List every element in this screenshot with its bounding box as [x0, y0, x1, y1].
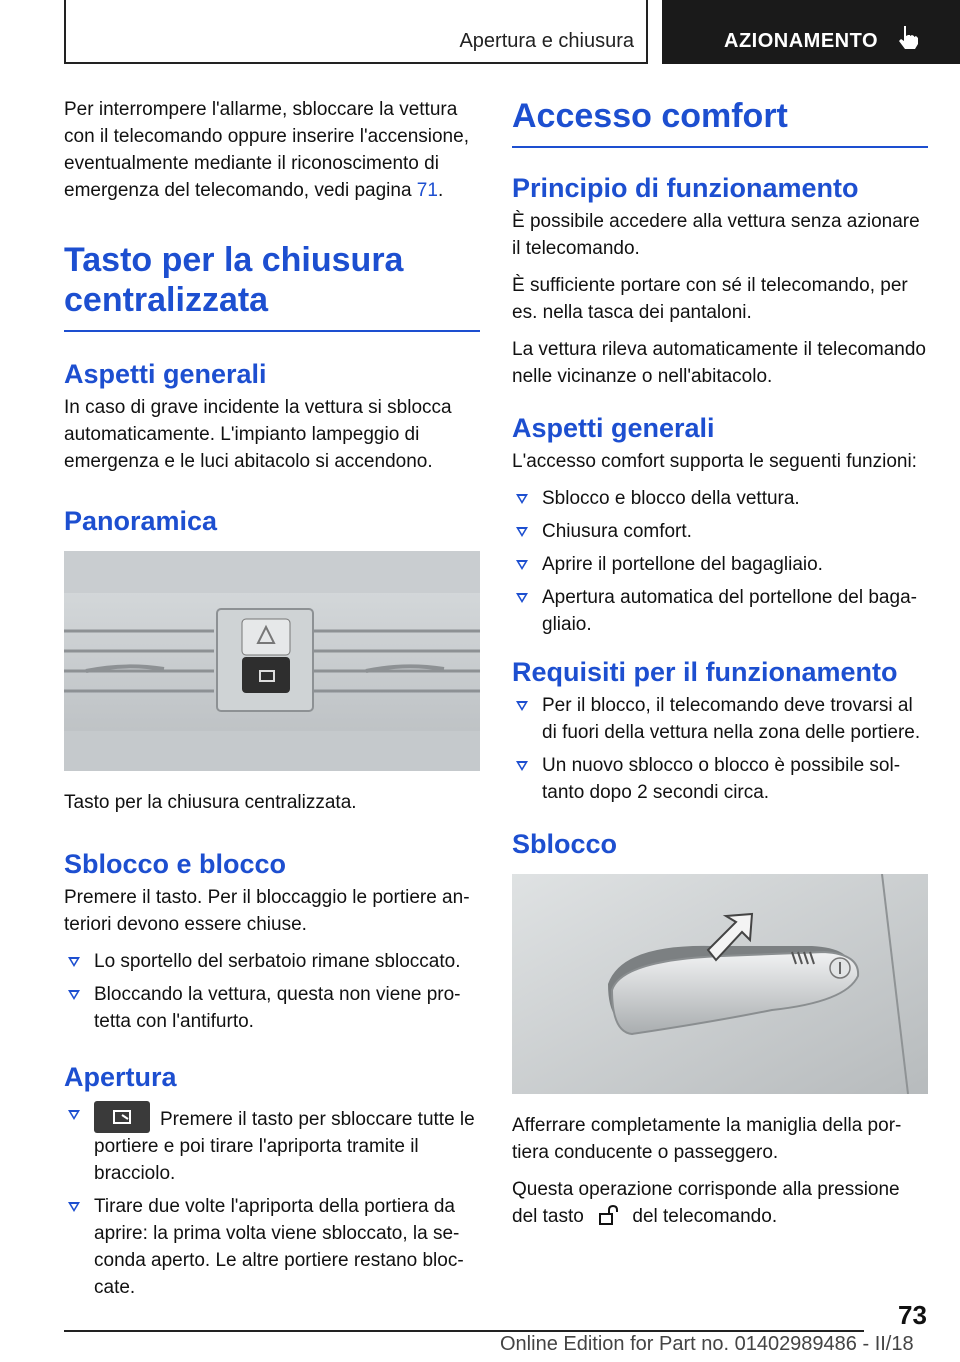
central-lock-button-image	[64, 551, 480, 771]
central-lock-heading-line1: Tasto per la chiusura	[64, 241, 404, 279]
list-item	[64, 948, 480, 975]
footer-divider	[64, 1330, 864, 1332]
right-column	[512, 96, 928, 1240]
central-lock-heading	[64, 240, 480, 332]
principle-p1: È possibile accedere alla vettura senza azionare il telecomando.	[512, 211, 920, 259]
unlock-p2	[512, 1176, 928, 1230]
unlock-p1: Afferrare completamente la maniglia della por-tiera conducente o passeggero.	[512, 1115, 902, 1163]
list-item-text: Apertura automatica del portellone del baga-gliaio.	[542, 587, 917, 635]
list-item	[512, 584, 928, 638]
header-section-box	[64, 0, 648, 64]
list-item-text: Lo sportello del serbatoio rimane sbloccato.	[94, 951, 461, 972]
intro-text: Per interrompere l'allarme, sbloccare la vettura con il telecomando oppure inserire l'accensione, eventualmente mediante il riconoscimento di emergenza del telecomando, vedi pagina	[64, 99, 469, 201]
central-lock-heading-line2: centralizzata	[64, 281, 269, 319]
intro-paragraph	[64, 96, 480, 204]
functions-list	[512, 485, 928, 638]
unlock-p2-text-a: Questa operazione corrisponde alla pressione del tasto	[512, 1179, 900, 1227]
list-item-text: Tirare due volte l'apriporta della portiera da aprire: la prima volta viene sbloccato, la se-conda aperto. Le altre portiere restano bloc-cate.	[94, 1196, 464, 1298]
list-item	[64, 981, 480, 1035]
header-chapter-title: AZIONAMENTO	[724, 30, 879, 52]
lock-unlock-text: Premere il tasto. Per il bloccaggio le portiere an-teriori devono essere chiuse.	[64, 887, 470, 935]
triangle-bullet-icon	[68, 1110, 80, 1120]
list-item-text: Un nuovo sblocco o blocco è possibile sol-tanto dopo 2 secondi circa.	[542, 755, 901, 803]
list-item-text: Bloccando la vettura, questa non viene pro-tetta con l'antifurto.	[94, 984, 461, 1032]
principle-p2: È sufficiente portare con sé il telecomando, per es. nella tasca dei pantaloni.	[512, 275, 908, 323]
list-item	[512, 518, 928, 545]
triangle-bullet-icon	[68, 957, 80, 967]
left-column	[64, 96, 480, 1307]
opening-heading: Apertura	[64, 1062, 177, 1092]
list-item-text: Sblocco e blocco della vettura.	[542, 488, 800, 509]
triangle-bullet-icon	[516, 701, 528, 711]
door-handle-image	[512, 874, 928, 1094]
general-heading-right: Aspetti generali	[512, 413, 715, 443]
header-chapter-box	[662, 0, 960, 64]
list-item-text: Premere il tasto per sbloccare tutte le portiere e poi tirare l'apriporta tramite il bracciolo.	[94, 1109, 475, 1184]
triangle-bullet-icon	[68, 990, 80, 1000]
list-item	[512, 692, 928, 746]
list-item-text: Chiusura comfort.	[542, 521, 692, 542]
unlock-key-icon	[597, 1204, 619, 1226]
list-item	[512, 485, 928, 512]
hand-pointer-icon	[896, 24, 920, 50]
comfort-access-heading: Accesso comfort	[512, 96, 928, 148]
figure-caption: Tasto per la chiusura centralizzata.	[64, 792, 357, 813]
general-heading: Aspetti generali	[64, 359, 267, 389]
unlock-p2-text-b: del telecomando.	[632, 1206, 778, 1227]
triangle-bullet-icon	[516, 761, 528, 771]
page-link[interactable]: 71	[416, 180, 438, 201]
triangle-bullet-icon	[516, 527, 528, 537]
principle-p3: La vettura rileva automaticamente il telecomando nelle vicinanze o nell'abitacolo.	[512, 339, 927, 387]
list-item	[512, 551, 928, 578]
lock-unlock-list	[64, 948, 480, 1035]
footer-edition: Online Edition for Part no. 01402989486 - II/18	[500, 1333, 914, 1355]
triangle-bullet-icon	[516, 560, 528, 570]
list-item-text: Aprire il portellone del bagagliaio.	[542, 554, 823, 575]
requirements-list	[512, 692, 928, 806]
general-text: In caso di grave incidente la vettura si sblocca automaticamente. L'impianto lampeggio di emergenza e le luci abitacolo si accendono.	[64, 397, 452, 472]
intro-end: .	[437, 180, 444, 201]
requirements-heading: Requisiti per il funzionamento	[512, 657, 898, 687]
list-item-text: Per il blocco, il telecomando deve trovarsi al di fuori della vettura nella zona delle portiere.	[542, 695, 921, 743]
lock-unlock-heading: Sblocco e blocco	[64, 849, 287, 879]
triangle-bullet-icon	[516, 593, 528, 603]
header-section-title: Apertura e chiusura	[459, 30, 634, 52]
unlock-heading: Sblocco	[512, 829, 618, 859]
central-lock-button-icon	[94, 1101, 150, 1133]
list-item	[64, 1193, 480, 1301]
general-text-right: L'accesso comfort supporta le seguenti funzioni:	[512, 451, 917, 472]
principle-heading: Principio di funzionamento	[512, 173, 859, 203]
triangle-bullet-icon	[516, 494, 528, 504]
page-number: 73	[898, 1300, 927, 1330]
opening-list	[64, 1101, 480, 1301]
list-item	[512, 752, 928, 806]
list-item	[64, 1101, 480, 1187]
triangle-bullet-icon	[68, 1202, 80, 1212]
overview-heading: Panoramica	[64, 506, 218, 536]
